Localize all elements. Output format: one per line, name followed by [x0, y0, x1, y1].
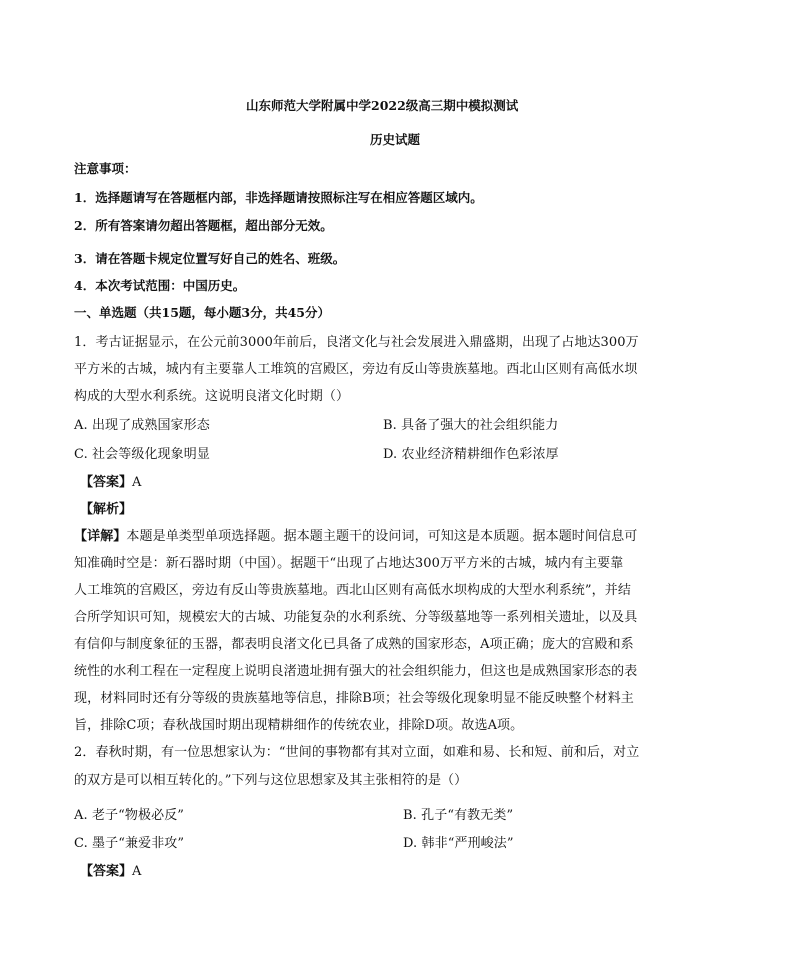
option-d: D. 农业经济精耕细作色彩浓厚 [383, 447, 559, 462]
detail-line: 合所学知识可知，规模宏大的古城、功能复杂的水利系统、分等级墓地等一系列相关遗址，以及具 [74, 610, 638, 625]
detail-line: 旨，排除C项；春秋战国时期出现精耕细作的传统农业，排除D项。故选A项。 [74, 718, 524, 733]
question-stem-line: 的双方是可以相互转化的。”下列与这位思想家及其主张相符的是（） [74, 773, 468, 788]
option-b: B. 孔子“有教无类” [403, 808, 514, 823]
answer-line [80, 471, 141, 490]
option-a: A. 老子“物极必反” [74, 808, 185, 823]
detail-line [74, 525, 637, 544]
option-c: C. 墨子“兼爱非攻” [74, 836, 185, 851]
answer-label: 【答案】 [80, 475, 133, 490]
detail-line: 有信仰与制度象征的玉器，都表明良渚文化已具备了成熟的国家形态，A项正确；庞大的宫殿和系 [74, 637, 634, 652]
answer-line [80, 860, 141, 879]
section-heading: 一、单选题（共15题，每小题3分，共45分） [74, 305, 330, 320]
notice-item: 2．所有答案请勿超出答题框，超出部分无效。 [74, 218, 333, 233]
question-stem-line: 2．春秋时期，有一位思想家认为：“世间的事物都有其对立面，如难和易、长和短、前和后，对立 [74, 745, 640, 760]
analysis-label: 【解析】 [80, 502, 133, 517]
detail-label: 【详解】 [74, 529, 127, 544]
detail-line: 人工堆筑的宫殿区，旁边有反山等贵族墓地。西北山区则有高低水坝构成的大型水利系统”，并结 [74, 583, 631, 598]
detail-text: 本题是单类型单项选择题。据本题主题干的设问词，可知这是本质题。据本题时间信息可 [126, 529, 638, 544]
option-d: D. 韩非“严刑峻法” [403, 836, 514, 851]
option-b: B. 具备了强大的社会组织能力 [383, 418, 559, 433]
detail-line: 统性的水利工程在一定程度上说明良渚遗址拥有强大的社会组织能力，但这也是成熟国家形态的表 [74, 664, 638, 679]
notice-item: 1．选择题请写在答题框内部，非选择题请按照标注写在相应答题区域内。 [74, 190, 483, 205]
notice-item: 3．请在答题卡规定位置写好自己的姓名、班级。 [74, 251, 346, 266]
option-c: C. 社会等级化现象明显 [74, 447, 210, 462]
notice-heading: 注意事项： [74, 161, 137, 176]
answer-label: 【答案】 [80, 864, 133, 879]
detail-line: 现，材料同时还有分等级的贵族墓地等信息，排除B项；社会等级化现象明显不能反映整个材料主 [74, 691, 634, 706]
exam-title: 山东师范大学附属中学2022级高三期中模拟测试 [246, 98, 519, 113]
answer-value: A [132, 864, 142, 879]
option-a: A. 出现了成熟国家形态 [74, 418, 210, 433]
question-stem-line: 构成的大型水利系统。这说明良渚文化时期（） [74, 389, 350, 404]
notice-item: 4．本次考试范围：中国历史。 [74, 278, 246, 293]
question-stem-line: 1．考古证据显示，在公元前3000年前后，良渚文化与社会发展进入鼎盛期，出现了占地达300万 [74, 335, 639, 350]
detail-line: 知准确时空是：新石器时期（中国）。据题干“出现了占地达300万平方米的古城，城内有主要靠 [74, 556, 624, 571]
answer-value: A [132, 475, 142, 490]
question-stem-line: 平方米的古城，城内有主要靠人工堆筑的宫殿区，旁边有反山等贵族墓地。西北山区则有高低水坝 [74, 362, 638, 377]
exam-subtitle: 历史试题 [370, 132, 421, 147]
